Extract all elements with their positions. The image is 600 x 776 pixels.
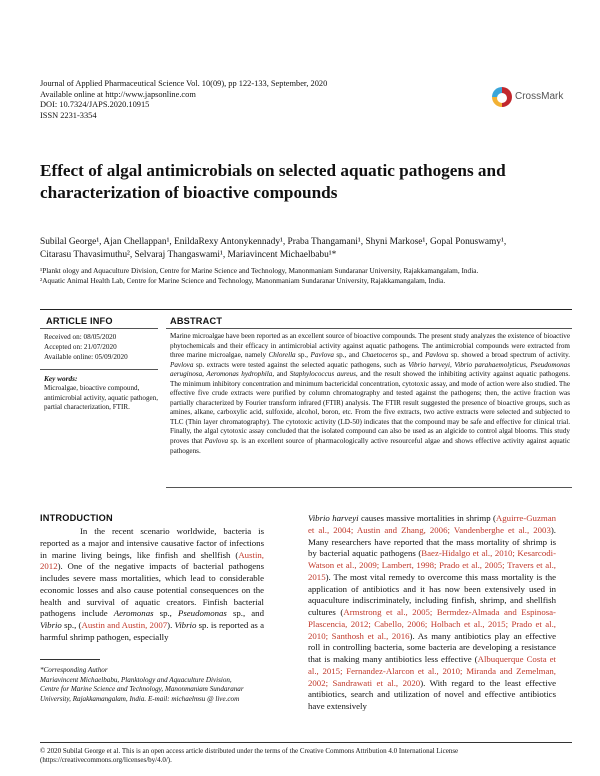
text-run: ). As many antibiotics play an effective roll in controlling bacteria, some bacteria are developing a resistance that is making many antibiotics less effective (	[308, 630, 556, 664]
text-run: sp. is an excellent source of pharmacologically active resourceful algae and shows effective activity against aquatic pathogens.	[170, 437, 570, 455]
crossmark-label: CrossMark	[515, 91, 564, 102]
citation-link[interactable]: Baez-Hidalgo et al., 2010; Kesarcodi-Watson et al., 2009; Lambert, 1998; Prado et al., 2005; Travers et al., 2015	[308, 548, 556, 582]
text-run: sp. extracts were tested against the selected aquatic pathogens, such as	[193, 360, 409, 369]
introduction-column-1	[40, 526, 264, 644]
text-run: sp. showed a broad spectrum of activity.	[448, 351, 571, 360]
author-line: Subilal George¹, Ajan Chellappan¹, EnildaRexy Antonykennady¹, Praba Thangamani¹, Shyni Markose¹, Gopal Ponuswamy¹,	[40, 237, 507, 247]
text-run: ). Many researchers have reported that the mass mortality of shrimp is by bacterial aquatic pathogens (	[308, 524, 556, 559]
italic-text: Aeromonas	[113, 608, 154, 619]
section-rule	[40, 309, 572, 310]
text-run: sp. is reported as a harmful shrimp pathogen, especially	[40, 620, 264, 642]
article-info-rule	[40, 328, 158, 329]
introduction-column-2	[308, 513, 556, 713]
keywords-heading: Key words:	[44, 374, 78, 383]
italic-text: Pseudomonas	[177, 608, 227, 619]
citation-link[interactable]: Aguirre-Guzman et al., 2004; Austin and Zhang, 2006; Vandenberghe et al., 2003	[308, 513, 557, 535]
keywords-text: Microalgae, bioactive compound, antimicrobial activity, aquatic pathogen, partial characterization, FTIR.	[44, 384, 158, 412]
article-dates	[44, 333, 158, 362]
italic-text: Staphylococcus aureus	[289, 370, 356, 379]
text-run: , and the result showed the inhibiting activity against aquatic pathogens. The minimum inhibitory concentration and minimum bactericidal concentration, cytotoxic assay, and mode of action were also studied. The effective five crude extracts were purified by column chromatography and tested against the pathogens; then, the active fraction was partially characterized by Fourier transform infrared (FTIR) analysis. The FTIR result suggested the presence of bioactive groups, such as amines, alkane, carboxylic acid, sulfoxide, alcohol, boron, etc. From the five extracts, two active extracts were selected and subjected to TLC (Thin layer chromatography). The cytotoxic activity (LD-50) indicates that the compound may be safe and effective for clinical trial. Finally, the algal cytotoxic assay concluded that the isolated compound can also be used as an algicide to control algal blooms. This study proves that	[170, 370, 571, 446]
text-run: sp.,	[295, 351, 311, 360]
italic-text: Vibrio	[40, 620, 62, 630]
paper-title: Effect of algal antimicrobials on selected aquatic pathogens and characterization of bioactive compounds	[40, 161, 506, 202]
text-run: sp., and	[333, 351, 362, 360]
license-notice	[40, 747, 572, 766]
license-text: © 2020 Subilal George et al. This is an open access article distributed under the terms of the Creative Commons Attribution 4.0 International License	[40, 747, 459, 755]
footnote-rule	[40, 659, 100, 660]
affiliation-1: ¹Plankt ology and Aquaculture Division, Centre for Marine Science and Technology, Manonmaniam Sundaranar University, Rajakkamangalam, India.	[40, 266, 479, 275]
affiliation-2: ²Aquatic Animal Health Lab, Centre for Marine Science and Technology, Manonmaniam Sundaranar University, Rajakkamangalam, India.	[40, 275, 446, 285]
italic-text: Pavlova	[310, 351, 334, 360]
abstract-rule	[166, 328, 572, 329]
italic-text: Vibrio harveyi	[308, 513, 359, 523]
text-run: ). The most vital remedy to overcome this mass mortality is the application of antibiotics and it has now been extensively used in aquaculture indiscriminately, including finfish, shrimp, and shellfish cultures (	[308, 571, 556, 617]
text-run: ). With regard to the least effective antibiotics, search and utilization of novel and effective antibiotics have extensively	[308, 677, 556, 711]
text-run: sp., and	[226, 608, 264, 619]
author-list	[40, 236, 570, 262]
text-run: sp., (	[61, 620, 82, 630]
text-run: causes massive mortalities in shrimp (	[358, 513, 496, 523]
doi-line[interactable]: DOI: 10.7324/JAPS.2020.10915	[40, 100, 150, 110]
corresponding-label: *Corresponding Author	[40, 666, 108, 674]
corresponding-email[interactable]: University, Rajakkamangalam, India. E-mail: michaelmsu @ live.com	[40, 694, 240, 703]
citation-link[interactable]: Armstrong et al., 2005; Bermdez-Almada and Espinosa-Plascencia, 2012; Cabello, 2006; Holbach et al., 2015; Prado et al., 2010; Santhosh et al., 2016	[308, 607, 556, 641]
text-run: sp.,	[153, 608, 178, 619]
available-date: Available online: 05/09/2020	[44, 352, 128, 361]
crossmark-badge[interactable]	[492, 86, 572, 110]
italic-text: Vibrio harveyi, Vibrio parahaemolyticus, Pseudomonas aeruginosa, Aeromonas hydrophila	[170, 360, 570, 379]
journal-line: Journal of Applied Pharmaceutical Science Vol. 10(09), pp 122-133, September, 2020	[40, 79, 328, 88]
text-run: ). One of the negative impacts of bacterial pathogens includes severe mass mortalities, which lead to considerable economic losses and also cause potential consequences on the health and survival of aquatic creators. Finfish bacterial pathogens include	[40, 561, 264, 619]
text-run: , and	[272, 370, 290, 379]
crossmark-icon	[492, 87, 512, 107]
text-run: In the recent scenario worldwide, bacteria is reported as a major and intensive causative factor of infections in marine living beings, like finfish and shellfish (	[40, 526, 264, 560]
received-date: Received on: 08/05/2020	[44, 333, 117, 341]
italic-text: Chaetoceros	[361, 351, 398, 360]
italic-text: Pavlova	[170, 360, 194, 369]
issn-line: ISSN 2231-3354	[40, 110, 97, 120]
corresponding-author	[40, 666, 274, 704]
italic-text: Pavlova	[425, 351, 449, 360]
abstract-body	[170, 332, 570, 456]
author-line: Citarasu Thavasimuthu², Selvaraj Thangaswami¹, Mariavincent Michaelbabu¹*	[40, 250, 337, 260]
corresponding-line: Mariavincent Michaelbabu, Planktology and Aquaculture Division,	[40, 675, 232, 684]
citation-link[interactable]: Austin, 2012	[40, 549, 264, 572]
introduction-heading: INTRODUCTION	[40, 513, 113, 523]
text-run: Marine microalgae have been reported as an excellent source of bioactive compounds. The present study analyzes the existence of bioactive phytochemicals and their efficacy in antimicrobial activity against aquatic pathogens. The antimicrobial compounds were extracted from three marine microalgae, namely	[170, 332, 570, 360]
available-online-line[interactable]: Available online at http://www.japsonline.com	[40, 89, 196, 99]
abstract-heading: ABSTRACT	[170, 316, 223, 326]
citation-link[interactable]: Austin and Austin, 2007	[81, 620, 168, 630]
abstract-bottom-rule	[166, 487, 572, 488]
accepted-date: Accepted on: 21/07/2020	[44, 342, 117, 351]
journal-header	[40, 79, 327, 121]
affiliations	[40, 266, 570, 285]
article-info-heading: ARTICLE INFO	[46, 316, 113, 326]
citation-link[interactable]: Albuquerque Costa et al., 2015; Fernandez-Alarcon et al., 2010; Miranda and Zemelman, 2002; Sandrawati et al., 2020	[308, 654, 556, 688]
text-run: ).	[167, 620, 175, 630]
italic-text: Chlorella	[268, 351, 296, 360]
license-url[interactable]: (https://creativecommons.org/licenses/by/4.0/).	[40, 756, 172, 765]
corresponding-line: Centre for Marine Science and Technology, Manonmaniam Sundaranar	[40, 685, 244, 694]
license-rule	[40, 742, 572, 743]
text-run: sp., and	[397, 351, 426, 360]
italic-text: Vibrio	[174, 620, 197, 630]
italic-text: Pavlova	[204, 437, 229, 446]
keywords-rule	[40, 369, 158, 370]
